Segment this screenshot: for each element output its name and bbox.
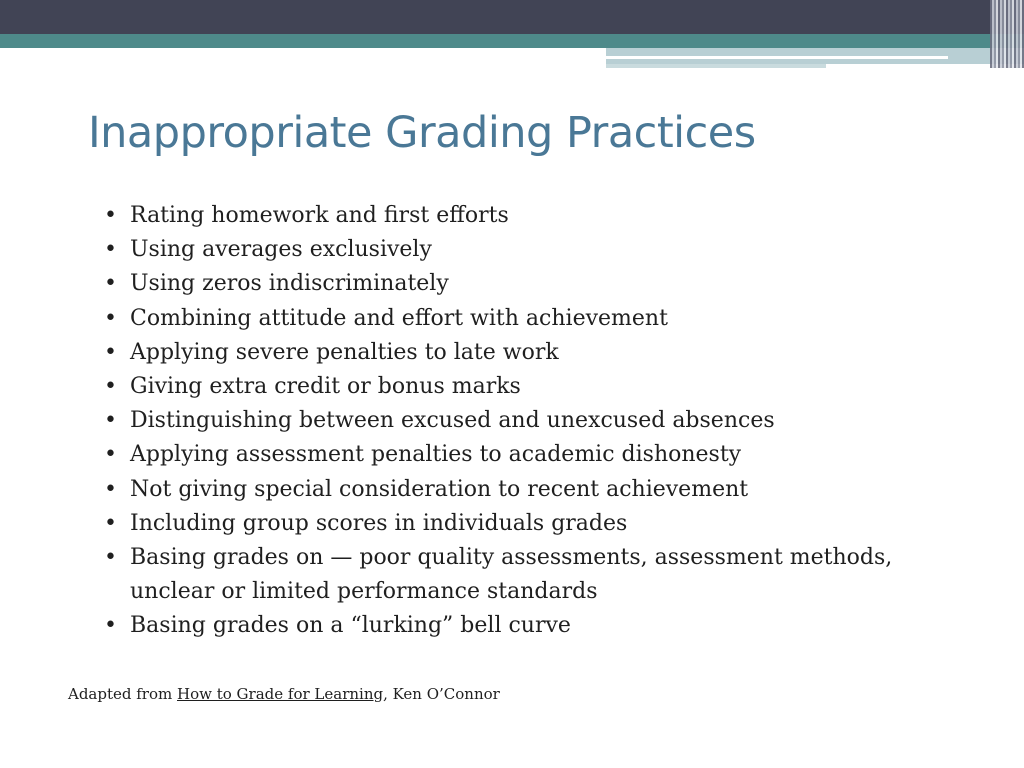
citation-prefix: Adapted from [68, 685, 177, 703]
bullet-text: Basing grades on a “lurking” bell curve [130, 613, 571, 639]
bullet-text: Using averages exclusively [130, 237, 432, 263]
bullet-item [104, 199, 904, 233]
bullet-text: Basing grades on — poor quality assessments, assessment methods, unclear or limited performance standards [130, 545, 893, 605]
bullet-text: Not giving special consideration to recent achievement [130, 476, 749, 502]
bullet-list [104, 199, 904, 644]
bullet-dot: • [104, 545, 117, 571]
bullet-dot: • [104, 339, 117, 365]
bullet-text: Rating homework and first efforts [130, 203, 509, 228]
bullet-item [104, 541, 904, 609]
bullet-text: Combining attitude and effort with achievement [130, 305, 668, 331]
bullet-item [104, 404, 904, 438]
header-divider-line [606, 56, 948, 59]
bullet-dot: • [104, 510, 117, 536]
bullet-dot: • [104, 203, 117, 228]
header-teal-band [0, 34, 1024, 48]
bullet-item [104, 233, 904, 267]
bullet-dot: • [104, 408, 117, 434]
bullet-text: Applying assessment penalties to academic dishonesty [130, 442, 742, 468]
slide-title: Inappropriate Grading Practices [88, 108, 756, 158]
bullet-dot: • [104, 613, 117, 639]
bullet-dot: • [104, 271, 117, 297]
bullet-item [104, 267, 904, 301]
bullet-item [104, 370, 904, 404]
bullet-text: Applying severe penalties to late work [130, 339, 559, 365]
bullet-dot: • [104, 237, 117, 263]
header-dark-band [0, 0, 1024, 34]
bullet-dot: • [104, 305, 117, 331]
bullet-item [104, 336, 904, 370]
bullet-item [104, 302, 904, 336]
bullet-item [104, 507, 904, 541]
bullet-dot: • [104, 374, 117, 400]
bullet-item [104, 438, 904, 472]
bullet-dot: • [104, 442, 117, 468]
bullet-item [104, 609, 904, 643]
bullet-text: Including group scores in individuals grades [130, 510, 628, 536]
bullet-text: Distinguishing between excused and unexcused absences [130, 408, 775, 434]
header-light-band-short [606, 64, 826, 68]
book-title-link[interactable]: How to Grade for Learning [177, 685, 384, 703]
citation-footer [68, 685, 500, 703]
bullet-item [104, 473, 904, 507]
bullet-text: Using zeros indiscriminately [130, 271, 449, 297]
citation-suffix: , Ken O’Connor [383, 685, 500, 703]
bullet-dot: • [104, 476, 117, 502]
header-stripes-decoration [990, 0, 1024, 68]
bullet-text: Giving extra credit or bonus marks [130, 374, 521, 400]
